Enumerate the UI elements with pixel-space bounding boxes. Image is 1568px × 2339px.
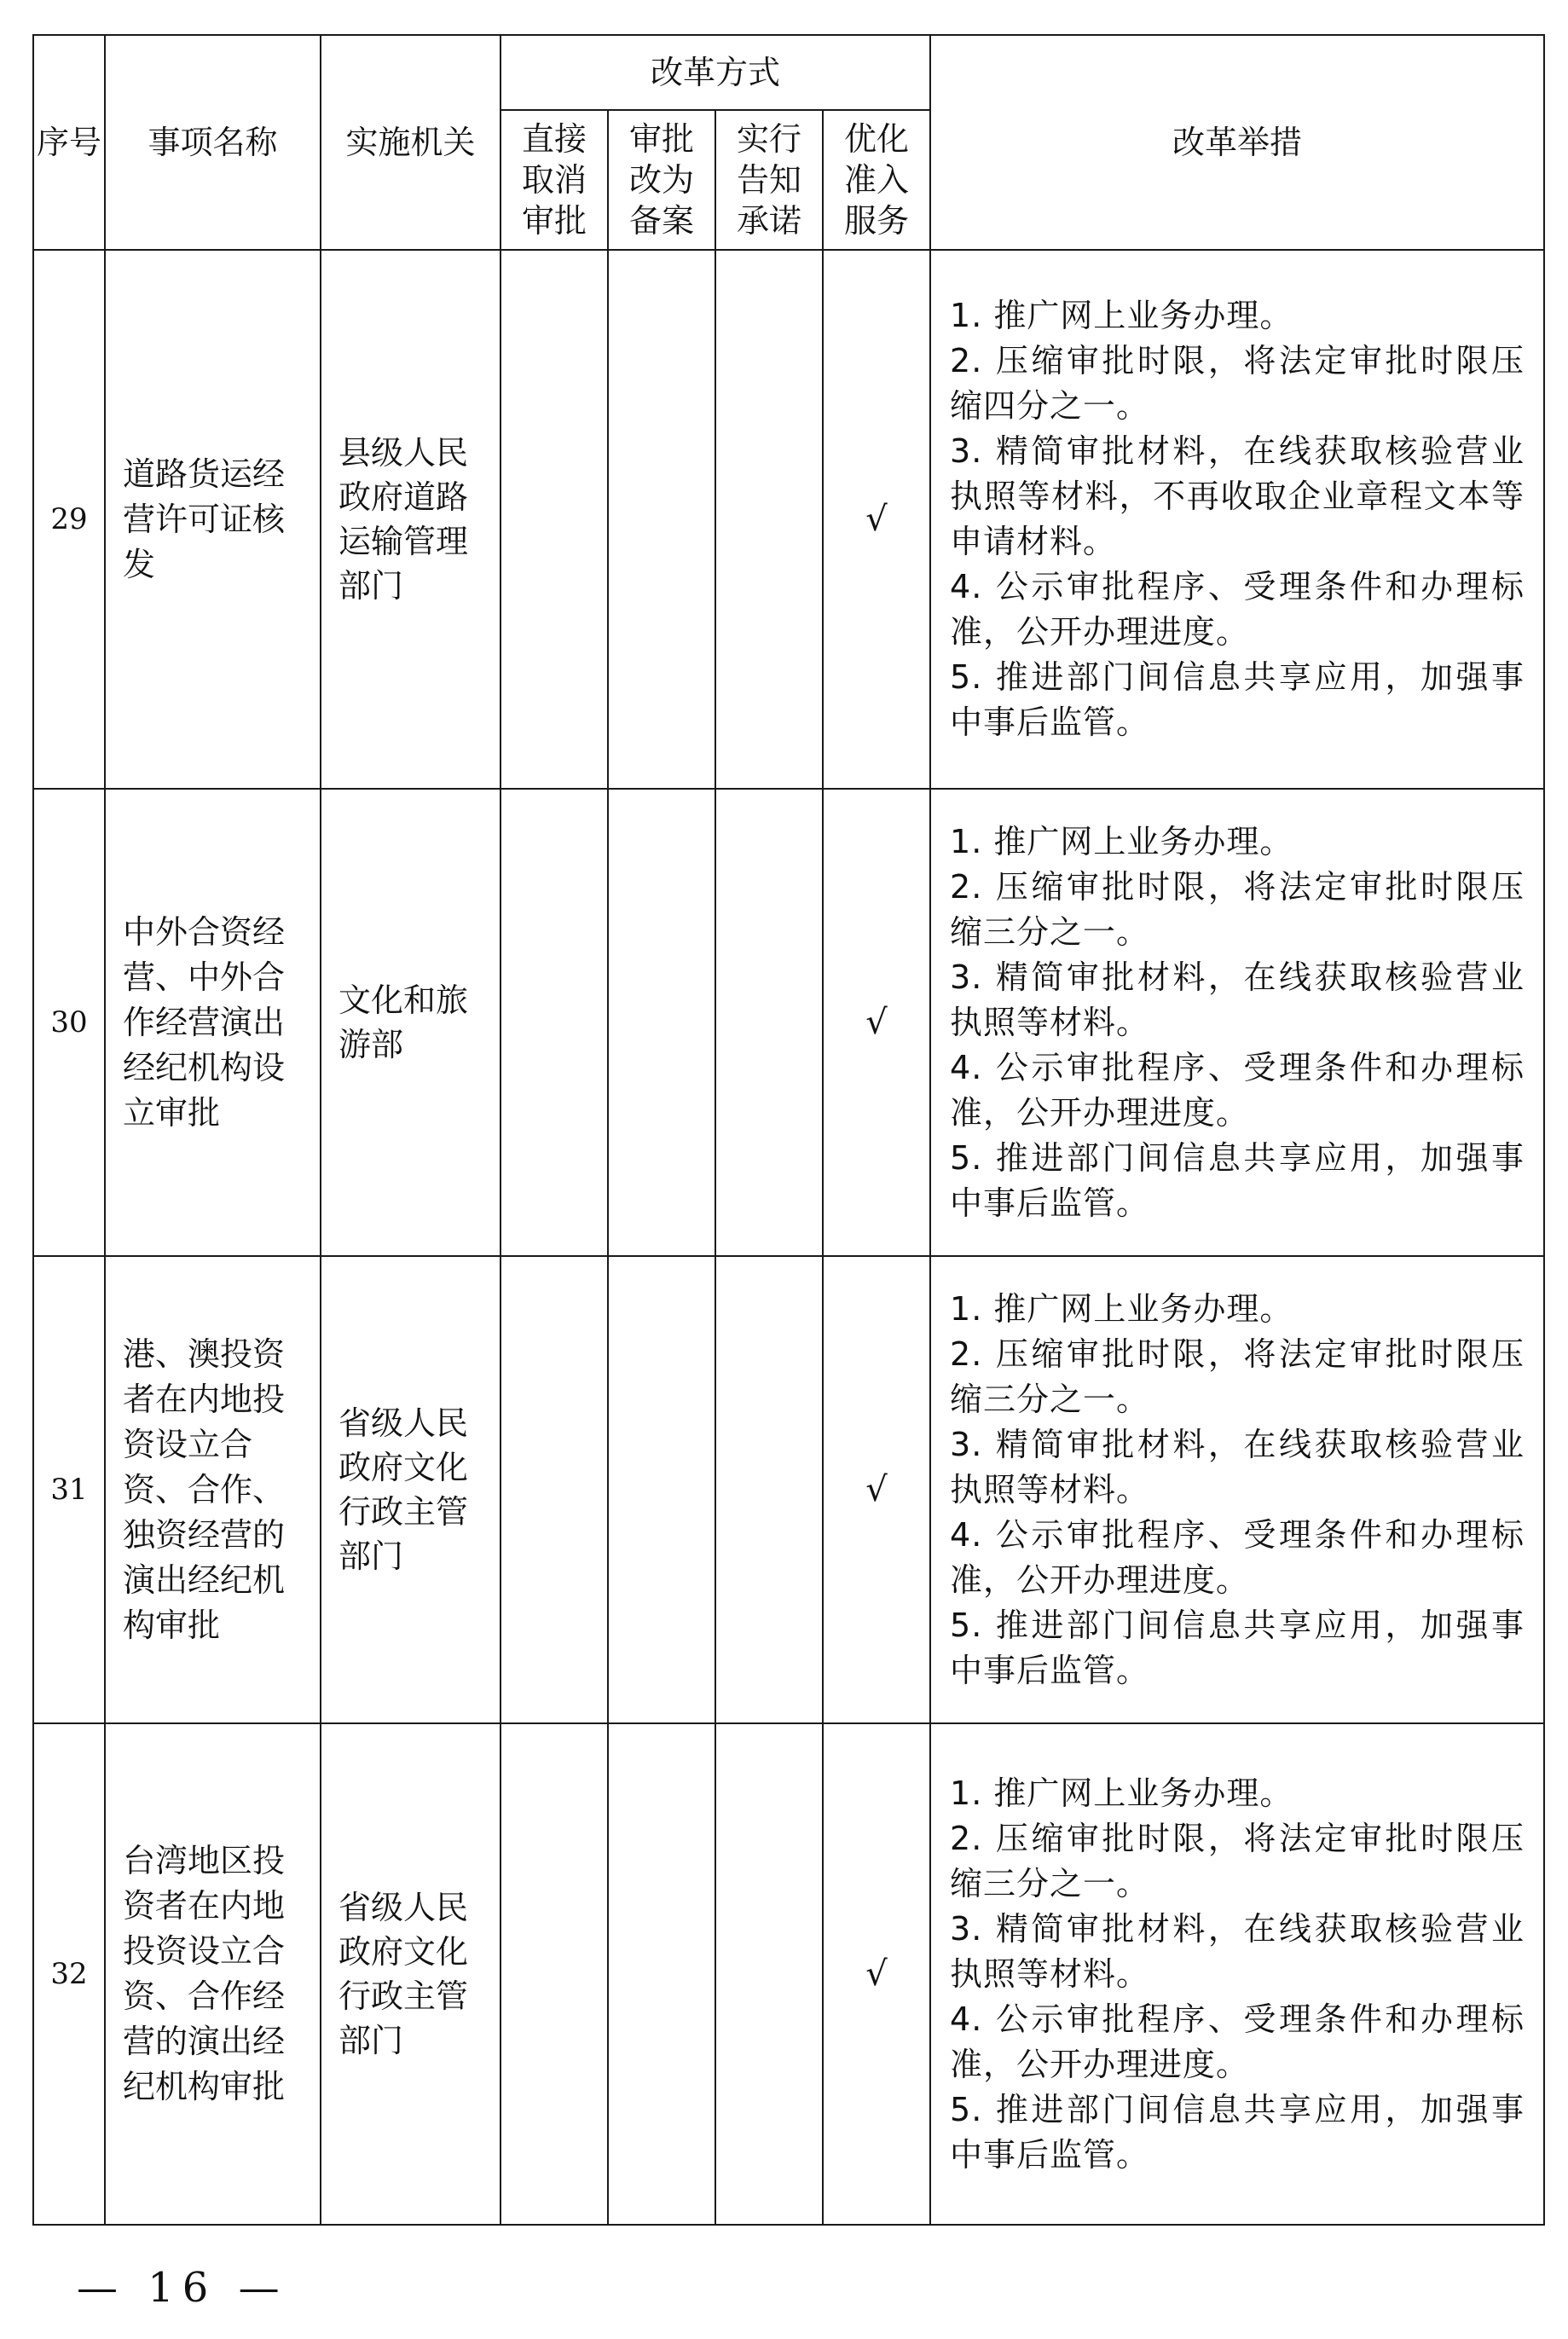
header-mode-promise: 实行 告知 承诺 [715, 110, 823, 250]
measure-item: 3. 精简审批材料，在线获取核验营业执照等材料。 [950, 1425, 1525, 1508]
measure-item: 5. 推进部门间信息共享应用，加强事中事后监管。 [950, 1138, 1525, 1222]
measure-item: 5. 推进部门间信息共享应用，加强事中事后监管。 [950, 2090, 1525, 2174]
row-mark-promise [715, 789, 823, 1256]
measure-item: 1. 推广网上业务办理。 [950, 822, 1293, 860]
row-item-name: 中外合资经营、中外合作经营演出经纪机构设立审批 [105, 789, 321, 1256]
row-item-name: 台湾地区投资者在内地投资设立合资、合作经营的演出经纪机构审批 [105, 1723, 321, 2225]
row-seq: 30 [33, 789, 105, 1256]
header-mode: 改革方式 [500, 35, 930, 110]
measure-item: 1. 推广网上业务办理。 [950, 297, 1293, 334]
measure-item: 4. 公示审批程序、受理条件和办理标准，公开办理进度。 [950, 1048, 1525, 1132]
measure-item: 3. 精简审批材料，在线获取核验营业执照等材料。 [950, 958, 1525, 1041]
measure-item: 5. 推进部门间信息共享应用，加强事中事后监管。 [950, 1606, 1525, 1689]
header-name: 事项名称 [105, 35, 321, 250]
measure-item: 2. 压缩审批时限，将法定审批时限压缩三分之一。 [950, 1335, 1525, 1418]
page-number: — 16 — [77, 2264, 288, 2312]
measure-item: 3. 精简审批材料，在线获取核验营业执照等材料。 [950, 1909, 1525, 1993]
row-mark-record [608, 250, 715, 789]
row-mark-record [608, 1256, 715, 1723]
table-row [33, 250, 1544, 789]
row-item-name: 道路货运经营许可证核发 [105, 250, 321, 789]
table-row [33, 1256, 1544, 1723]
header-org: 实施机关 [321, 35, 500, 250]
row-mark-cancel [500, 1256, 608, 1723]
header-measures: 改革举措 [930, 35, 1544, 250]
measure-item: 4. 公示审批程序、受理条件和办理标准，公开办理进度。 [950, 2000, 1525, 2083]
measure-item: 1. 推广网上业务办理。 [950, 1774, 1293, 1812]
row-mark-optimize: √ [823, 250, 930, 789]
row-mark-promise [715, 250, 823, 789]
measure-item: 4. 公示审批程序、受理条件和办理标准，公开办理进度。 [950, 568, 1525, 651]
measure-item: 4. 公示审批程序、受理条件和办理标准，公开办理进度。 [950, 1515, 1525, 1599]
measure-item: 3. 精简审批材料，在线获取核验营业执照等材料，不再收取企业章程文本等申请材料。 [950, 432, 1525, 560]
row-seq: 31 [33, 1256, 105, 1723]
row-measures [930, 789, 1544, 1256]
row-measures [930, 1256, 1544, 1723]
row-mark-optimize: √ [823, 1723, 930, 2225]
header-mode-record: 审批 改为 备案 [608, 110, 715, 250]
header-seq: 序号 [33, 35, 105, 250]
row-mark-optimize: √ [823, 789, 930, 1256]
row-org: 省级人民政府文化行政主管部门 [321, 1723, 500, 2225]
row-org: 文化和旅游部 [321, 789, 500, 1256]
row-org: 省级人民政府文化行政主管部门 [321, 1256, 500, 1723]
measure-item: 5. 推进部门间信息共享应用，加强事中事后监管。 [950, 658, 1525, 741]
row-mark-promise [715, 1256, 823, 1723]
header-mode-cancel: 直接 取消 审批 [500, 110, 608, 250]
row-mark-optimize: √ [823, 1256, 930, 1723]
row-mark-cancel [500, 1723, 608, 2225]
row-item-name: 港、澳投资者在内地投资设立合资、合作、独资经营的演出经纪机构审批 [105, 1256, 321, 1723]
row-measures [930, 250, 1544, 789]
table-row [33, 1723, 1544, 2225]
row-measures [930, 1723, 1544, 2225]
row-mark-record [608, 789, 715, 1256]
table-row [33, 789, 1544, 1256]
row-seq: 32 [33, 1723, 105, 2225]
measure-item: 2. 压缩审批时限，将法定审批时限压缩三分之一。 [950, 1819, 1525, 1902]
row-mark-promise [715, 1723, 823, 2225]
row-org: 县级人民政府道路运输管理部门 [321, 250, 500, 789]
measure-item: 2. 压缩审批时限，将法定审批时限压缩三分之一。 [950, 867, 1525, 951]
measure-item: 2. 压缩审批时限，将法定审批时限压缩四分之一。 [950, 342, 1525, 425]
measure-item: 1. 推广网上业务办理。 [950, 1289, 1293, 1328]
row-mark-record [608, 1723, 715, 2225]
reform-table [32, 34, 1545, 2226]
row-seq: 29 [33, 250, 105, 789]
row-mark-cancel [500, 250, 608, 789]
row-mark-cancel [500, 789, 608, 1256]
header-mode-optimize: 优化 准入 服务 [823, 110, 930, 250]
